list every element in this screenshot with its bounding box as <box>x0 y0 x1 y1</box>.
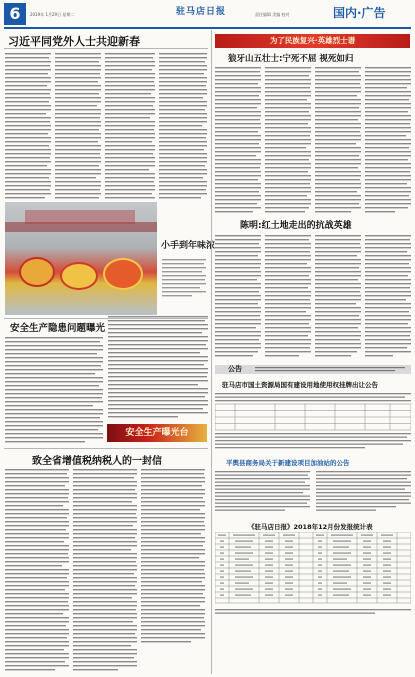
blue-notice-body <box>215 470 411 516</box>
header-rule <box>4 27 411 29</box>
divider <box>4 448 208 449</box>
hero-article-2-body <box>215 234 411 362</box>
article-body-col3 <box>105 52 155 200</box>
notice-headline: 驻马店市国土资源局国有建设用地使用权挂牌出让公告 <box>222 381 378 389</box>
table-footnote <box>215 608 411 674</box>
tax-body <box>5 468 205 673</box>
column-divider <box>211 30 212 674</box>
editor-meta: 责任编辑 美编 校对 <box>255 12 290 17</box>
safety-body-right <box>108 315 208 420</box>
hero-article-1-body <box>215 66 411 216</box>
safety-body-left <box>5 336 103 446</box>
article-body-col1 <box>5 52 51 200</box>
photo-caption-text <box>162 258 206 308</box>
safety-banner: 安全生产曝光台 <box>107 424 207 442</box>
lion-dance-photo <box>5 202 157 315</box>
heroes-banner: 为了民族复兴·英雄烈士谱 <box>215 34 410 48</box>
distribution-table <box>215 532 411 608</box>
hero-headline-2: 陈明:红土地走出的抗战英雄 <box>240 221 352 231</box>
tax-headline: 致全省增值税纳税人的一封信 <box>32 456 162 467</box>
masthead: 驻马店日报 <box>176 7 227 17</box>
date-line: 2019年 1月29日 星期二 <box>30 12 75 17</box>
notice-body <box>215 392 411 452</box>
article-body-col4 <box>159 52 207 200</box>
table-headline: 《驻马店日报》2018年12月份发报统计表 <box>248 523 373 531</box>
article-body-col2 <box>55 52 101 200</box>
blue-headline: 平舆县商务局关于新建设项目加油站的公告 <box>226 459 350 467</box>
section-title: 国内·广告 <box>333 6 386 20</box>
divider <box>4 48 208 49</box>
photo-caption: 小手到年味浓 <box>161 241 216 251</box>
main-headline: 习近平同党外人士共迎新春 <box>8 35 140 48</box>
hero-headline-1: 狼牙山五壮士:宁死不屈 视死如归 <box>228 54 354 64</box>
notice-label: 公告 <box>228 365 242 373</box>
page-number-badge: 6 <box>4 3 26 25</box>
safety-headline: 安全生产隐患问题曝光 <box>10 323 106 334</box>
notice-text <box>255 366 405 374</box>
